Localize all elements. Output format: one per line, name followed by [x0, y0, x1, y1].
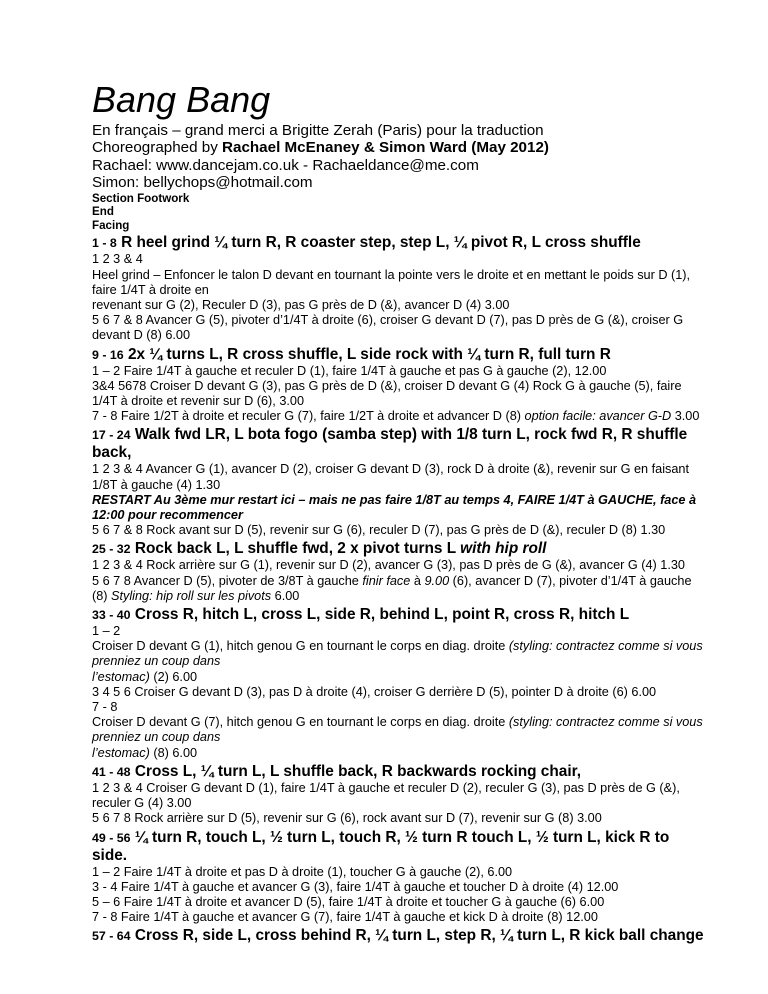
step-line: 3 - 4 Faire 1/4T à gauche et avancer G (3), faire 1/4T à gauche et toucher D à droite (4) 12.00 [92, 879, 619, 894]
styling-note: (styling: contractez comme si vous prenniez un coup dans [92, 715, 703, 745]
step-line: 1 – 2 [92, 624, 121, 639]
section-heading-1 [92, 234, 704, 252]
header-facing: Facing [92, 218, 130, 232]
intro-choreographers [92, 139, 704, 156]
choreo-names: Rachael McEnaney & Simon Ward (May 2012) [222, 139, 549, 157]
section-title: Cross R, hitch L, cross L, side R, behind L, point R, cross R, hitch L [130, 606, 630, 624]
header-end: End [92, 205, 114, 219]
step-line [92, 670, 704, 685]
step-text: 6.00 [271, 588, 300, 603]
section-title: Cross R, side L, cross behind R, ¼ turn L, step R, ¼ turn L, R kick ball change [130, 927, 704, 945]
section-counts: 17 - 24 [92, 428, 131, 443]
section-title: R heel grind ¼ turn R, R coaster step, step L, ¼ pivot R, L cross shuffle [116, 234, 641, 252]
styling-note: l’estomac) [92, 669, 150, 684]
step-line: 1 2 3 & 4 Rock arrière sur G (1), revenir sur D (2), avancer G (3), pas D près de G (&), avancer G (4) 1.30 [92, 558, 685, 573]
step-text: (8) 6.00 [149, 745, 198, 760]
section-counts: 41 - 48 [92, 764, 131, 779]
step-text: 5 6 7 8 Avancer D (5), pivoter de 3/8T à gauche [92, 573, 363, 588]
easy-option-note: option facile: avancer G-D [524, 409, 672, 424]
section-heading-4 [92, 540, 704, 558]
section-heading-3 [92, 426, 704, 462]
styling-note: Styling: hip roll sur les pivots [111, 588, 272, 603]
step-line: 1 2 3 & 4 Croiser G devant D (1), faire 1/4T à gauche et reculer D (2), reculer G (3), pas D près de G (&), reculer G (4) 3.00 [92, 780, 680, 811]
section-heading-8 [92, 927, 704, 945]
section-heading-6 [92, 763, 704, 781]
step-line: 1 2 3 & 4 Avancer G (1), avancer D (2), croiser G devant D (3), rock D à droite (&), revenir sur G en faisant 1/8T à gauche (4) 1.30 [92, 462, 690, 492]
section-title: 2x ¼ turns L, R cross shuffle, L side rock with ¼ turn R, full turn R [123, 345, 611, 363]
section-counts: 33 - 40 [92, 608, 131, 623]
section-counts: 57 - 64 [92, 929, 131, 944]
page-title: Bang Bang [92, 79, 271, 120]
section-heading-7 [92, 829, 704, 865]
intro-rachael-contact: Rachael: www.dancejam.co.uk - Rachaeldance@me.com [92, 156, 479, 174]
step-line [92, 715, 704, 745]
step-line [92, 409, 704, 424]
section-counts: 25 - 32 [92, 542, 131, 557]
step-line [92, 746, 704, 761]
step-text: 3.00 [671, 409, 700, 424]
intro-simon-contact: Simon: bellychops@hotmail.com [92, 174, 313, 192]
section-title-styling: with hip roll [460, 540, 547, 558]
step-text: Croiser D devant G (7), hitch genou G en tournant le corps en diag. droite [92, 715, 509, 730]
step-line: 1 2 3 & 4 [92, 252, 143, 267]
header-section-footwork: Section Footwork [92, 191, 190, 205]
step-text: (2) 6.00 [149, 669, 198, 684]
step-text: (6), avancer D (7), pivoter d’1/4T à gauche (8) [92, 573, 692, 603]
step-line: 1 – 2 Faire 1/4T à droite et pas D à droite (1), toucher G à gauche (2), 6.00 [92, 864, 513, 879]
section-heading-5 [92, 606, 704, 624]
section-counts: 1 - 8 [92, 236, 117, 251]
choreo-prefix: Choreographed by [92, 139, 223, 157]
section-title: Rock back L, L shuffle fwd, 2 x pivot turns L [130, 540, 461, 558]
step-text: 7 - 8 Faire 1/2T à droite et reculer G (7), faire 1/2T à droite et advancer D (8) [92, 409, 525, 424]
step-line: 7 - 8 [92, 700, 118, 715]
step-line: 3 4 5 6 Croiser G devant D (3), pas D à droite (4), croiser G derrière D (5), pointer D à droite (6) 6.00 [92, 684, 657, 699]
section-title: Walk fwd LR, L bota fogo (samba step) with 1/8 turn L, rock fwd R, R shuffle back, [92, 426, 688, 462]
step-line: 5 – 6 Faire 1/4T à droite et avancer D (5), faire 1/4T à droite et toucher G à gauche (6) 6.00 [92, 894, 605, 909]
section-counts: 9 - 16 [92, 347, 124, 362]
section-title: ¼ turn R, touch L, ½ turn L, touch R, ½ turn R touch L, ½ turn L, kick R to side. [92, 828, 670, 864]
styling-note: (styling: contractez comme si vous prenniez un coup dans [92, 639, 703, 669]
document-page [92, 78, 704, 945]
step-line [92, 639, 704, 669]
step-line: 7 - 8 Faire 1/4T à gauche et avancer G (7), faire 1/4T à gauche et kick D à droite (8) 12.00 [92, 910, 598, 925]
step-text: à [410, 573, 425, 588]
step-line: 1 – 2 Faire 1/4T à gauche et reculer D (1), faire 1/4T à gauche et pas G à gauche (2), 12.00 [92, 363, 607, 378]
step-line: 5 6 7 & 8 Avancer G (5), pivoter d’1/4T à droite (6), croiser G devant D (7), pas D près de G (&), croiser G devant D (8) 6.00 [92, 313, 684, 343]
step-line: 5 6 7 8 Rock arrière sur D (5), revenir sur G (6), rock avant sur D (7), revenir sur G (8) 3.00 [92, 811, 602, 826]
styling-note: finir face [362, 573, 411, 588]
step-line: revenant sur G (2), Reculer D (3), pas G près de D (&), avancer D (4) 3.00 [92, 298, 510, 313]
section-heading-2 [92, 346, 704, 364]
step-line: Heel grind – Enfoncer le talon D devant en tournant la pointe vers le droite et en mettant le poids sur D (1), faire 1/4T à droite en [92, 267, 691, 297]
step-line: 5 6 7 & 8 Rock avant sur D (5), revenir sur G (6), reculer D (7), pas G près de D (&), reculer D (8) 1.30 [92, 523, 666, 538]
facing-value: 9.00 [424, 573, 450, 588]
restart-note: RESTART Au 3ème mur restart ici – mais ne pas faire 1/8T au temps 4, FAIRE 1/4T à GAUCHE, face à 12:00 pour recommencer [92, 492, 697, 523]
section-title: Cross L, ¼ turn L, L shuffle back, R backwards rocking chair, [130, 762, 582, 780]
styling-note: l’estomac) [92, 745, 150, 760]
step-line [92, 574, 704, 604]
intro-translation: En français – grand merci a Brigitte Zerah (Paris) pour la traduction [92, 122, 544, 139]
step-line: 3&4 5678 Croiser D devant G (3), pas G près de D (&), croiser D devant G (4) Rock G à gauche (5), faire 1/4T à droite et revenir sur D (6), 3.00 [92, 378, 682, 409]
section-counts: 49 - 56 [92, 830, 131, 845]
step-text: Croiser D devant G (1), hitch genou G en tournant le corps en diag. droite [92, 639, 509, 654]
